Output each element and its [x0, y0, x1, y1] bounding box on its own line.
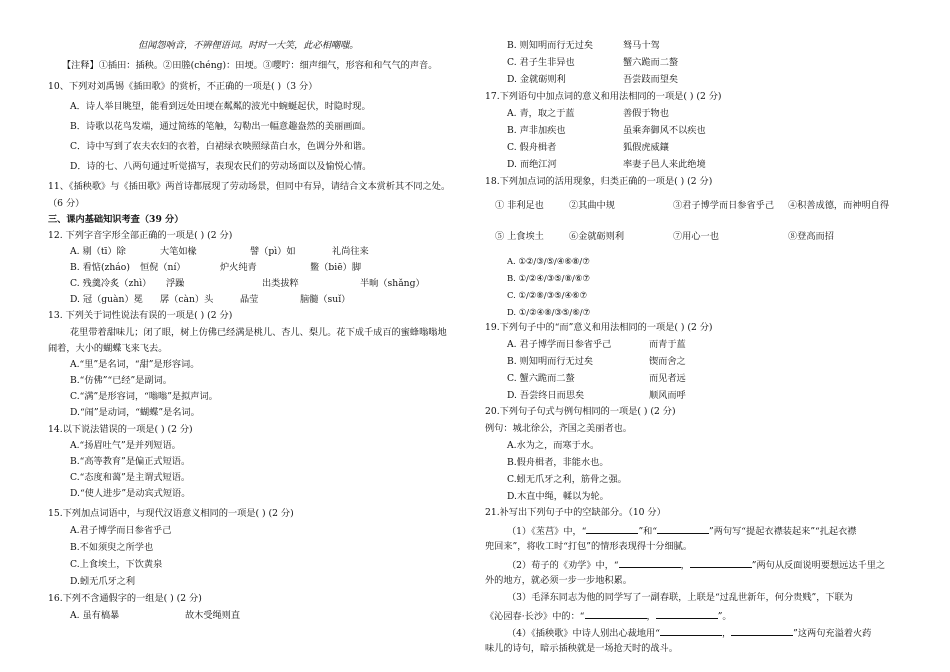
q17-b-2: 虽乘奔御风不以疾也 [623, 125, 706, 136]
q17-option-b [507, 125, 706, 137]
q19-d-1: D. 吾尝终日而思矣 [507, 390, 585, 401]
q13-stem: 13. 下列关于词性说法有误的一项是( ) (2 分) [48, 310, 233, 321]
q16-option-a [70, 610, 240, 622]
q15-stem: 15.下列加点词语中，与现代汉语意义相同的一项是( ) (2 分) [48, 508, 294, 519]
q21-3-blank-1[interactable] [585, 609, 647, 619]
q15-option-b: B.不如须臾之所学也 [70, 542, 154, 553]
q21-4-text-b: ， [721, 628, 732, 639]
q18-item-2: ②其曲中规 [569, 200, 615, 211]
q16-b-1: B. 则知明而行无过矣 [507, 40, 594, 51]
q18-option-b: B. ①/②④/③⑤/⑧/⑥⑦ [507, 273, 590, 283]
q19-b-1: B. 则知明而行无过矣 [507, 356, 594, 367]
q12-b-3: 炉火纯青 [220, 262, 257, 273]
q15-option-d: D.蚓无爪牙之利 [70, 576, 136, 587]
q21-item1-line2: 兜回来”，将收工时“打包”的情形表现得十分细腻。 [485, 541, 693, 552]
q18-items-row1 [495, 200, 889, 212]
q19-option-c [507, 373, 686, 385]
q18-item-4: ④积善成德，而神明自得 [788, 200, 890, 211]
q18-option-c: C. ①/②⑧/③⑤/④⑥⑦ [507, 290, 587, 300]
q12-c-4: 半晌（shǎng） [360, 278, 425, 289]
q19-option-a [507, 339, 686, 351]
q21-1-text-a: （1）《苤莒》中，“ [507, 526, 587, 537]
q16-a-1: A. 虽有槁暴 [70, 610, 120, 621]
q21-4-blank-2[interactable] [731, 626, 793, 636]
q13-option-d: D.“闹”是动词，“蝴蝶”是名词。 [70, 407, 200, 418]
q16-a-2: 故木受绳则直 [185, 610, 241, 621]
q21-item2-line1 [507, 558, 885, 572]
q12-d-1: D. 冠（guàn）冕 [70, 294, 143, 305]
q17-option-c [507, 142, 669, 154]
q18-stem: 18.下列加点词的活用现象，归类正确的一项是( ) (2 分) [485, 176, 713, 187]
q16-d-1: D. 金就砺则利 [507, 74, 566, 85]
q10-option-d: D．诗的七、八两句通过听觉描写，表现农民们的劳动场面以及愉悦心情。 [70, 161, 372, 172]
q16-option-c [507, 57, 678, 69]
q21-item4-line2: 味儿的诗句，暗示插秧就是一场抢天时的战斗。 [485, 643, 678, 654]
q14-option-d: D.“使人进步”是动宾式短语。 [70, 488, 191, 499]
q21-1-blank-2[interactable] [657, 524, 709, 534]
q12-c-2: 浮躁 [166, 278, 185, 289]
q19-option-b [507, 356, 686, 368]
q12-option-d [70, 294, 350, 306]
q12-a-2: 大笔如椽 [160, 246, 197, 257]
q12-option-a [70, 246, 369, 258]
q20-example: 例句：城北徐公，齐国之美丽者也。 [485, 423, 632, 434]
q18-item-1: ① 非利足也 [495, 200, 544, 211]
q12-option-b [70, 262, 361, 274]
q12-d-2: 孱（càn）头 [160, 294, 214, 305]
q19-a-1: A. 君子博学而日参省乎己 [507, 339, 612, 350]
q20-stem: 20.下列句子句式与例句相同的一项是( ) (2 分) [485, 406, 676, 417]
q19-c-2: 而见者远 [649, 373, 686, 384]
q19-option-d [507, 390, 686, 402]
q19-c-1: C. 蟹六跪而二螯 [507, 373, 575, 384]
q14-option-a: A.“扬眉吐气”是并列短语。 [70, 440, 181, 451]
q18-item-3: ③君子博学而日参省乎己 [673, 200, 775, 211]
q17-d-1: D. 而绝江河 [507, 159, 557, 170]
q10-option-c: C．诗中写到了农夫农妇的衣着，白裙绿衣映照绿苗白水，色调分外和谐。 [70, 141, 372, 152]
q21-4-text-c: ”这两句充溢着火药 [793, 628, 872, 639]
q21-2-blank-1[interactable] [619, 558, 681, 568]
q16-c-1: C. 君子生非异也 [507, 57, 575, 68]
q20-option-d: D.木直中绳，輮以为轮。 [507, 491, 609, 502]
q18-item-7: ⑦用心一也 [673, 231, 719, 242]
q14-option-c: C.“态度和蔼”是主谓式短语。 [70, 472, 191, 483]
q17-d-2: 率妻子邑人来此绝境 [623, 159, 706, 170]
q16-option-d [507, 74, 678, 86]
q15-option-c: C.上食埃土，下饮黄泉 [70, 559, 163, 570]
q16-c-2: 蟹六跪而二螯 [623, 57, 679, 68]
q19-d-2: 顺风而呼 [649, 390, 686, 401]
q12-b-1: B. 看惦(zháo) [70, 262, 130, 273]
q21-1-blank-1[interactable] [586, 524, 638, 534]
q21-2-text-a: （2）荀子的《劝学》中，“ [507, 560, 619, 571]
q17-option-a [507, 108, 669, 120]
q14-stem: 14.以下说法错误的一项是( ) (2 分) [48, 424, 193, 435]
q19-a-2: 而青于蓝 [649, 339, 686, 350]
q18-items-row2 [495, 231, 834, 243]
q21-item3-line2 [485, 609, 732, 623]
q12-b-2: 恒倪（ní） [140, 262, 186, 273]
poem-ending: 但闻怨响音，不辨俚语词。时时一大笑，此必相嘲嗤。 [138, 40, 359, 51]
q11-line1: 11、《插秧歌》与《插田歌》两首诗都展现了劳动场景，但同中有异，请结合文本赏析其不同之处。 [48, 181, 451, 192]
q12-a-1: A. 剔（tī）除 [70, 246, 126, 257]
q12-d-4: 脑髓（suǐ） [300, 294, 351, 305]
q21-item2-line2: 外的地方，就必须一步一步地积累。 [485, 575, 632, 586]
q17-option-d [507, 159, 706, 171]
q12-a-3: 譬（pì）如 [250, 246, 296, 257]
q13-option-c: C.“满”是形容词，“嗡嗡”是拟声词。 [70, 391, 218, 402]
q19-stem: 19.下列句子中的“而”意义和用法相同的一项是( ) (2 分) [485, 322, 713, 333]
q18-option-d: D. ①/②④⑧/③⑤/⑥/⑦ [507, 307, 591, 317]
q10-stem: 10、下列对刘禹锡《插田歌》的赏析，不正确的一项是( )（3 分） [48, 81, 318, 92]
q14-option-b: B.“高等教育”是偏正式短语。 [70, 456, 191, 467]
q21-1-text-b: ”和“ [638, 526, 658, 537]
q17-a-1: A. 青，取之于蓝 [507, 108, 575, 119]
q12-d-3: 晶莹 [240, 294, 259, 305]
q12-c-1: C. 残羹冷炙（zhì） [70, 278, 152, 289]
q17-a-2: 善假于物也 [623, 108, 669, 119]
q20-option-a: A.水为之，而寒于水。 [507, 440, 600, 451]
q21-2-text-b: ， [680, 560, 690, 571]
q20-option-b: B.假舟楫者，非能水也。 [507, 457, 609, 468]
q21-stem: 21.补写出下列句子中的空缺部分。（10 分） [485, 507, 666, 518]
q21-item4-line1 [507, 626, 871, 640]
q21-3-text-d: ”。 [717, 611, 732, 622]
q12-option-c [70, 278, 425, 290]
q13-option-b: B.“仿佛”“已经”是副词。 [70, 375, 172, 386]
q12-stem: 12. 下列字音字形全部正确的一项是( ) (2 分) [48, 230, 233, 241]
q17-stem: 17.下列语句中加点词的意义和用法相同的一项是( ) (2 分) [485, 91, 722, 102]
q16-stem: 16.下列不含通假字的一组是( ) (2 分) [48, 593, 202, 604]
q21-1-text-c: ”两句写“提起衣襟装起来”“扎起衣襟 [709, 526, 857, 537]
q21-item1-line1 [507, 524, 856, 538]
q13-option-a: A.“里”是名词，“甜”是形容词。 [70, 359, 200, 370]
q18-item-5: ⑤ 上食埃土 [495, 231, 544, 242]
q21-4-blank-1[interactable] [660, 626, 722, 636]
q18-item-6: ⑥金就砺则利 [569, 231, 625, 242]
q13-passage-line2: 闹着，大小的蝴蝶飞来飞去。 [48, 343, 168, 354]
q20-option-c: C.蚓无爪牙之利，筋骨之强。 [507, 474, 627, 485]
q21-2-blank-2[interactable] [690, 558, 752, 568]
q21-3-blank-2[interactable] [656, 609, 718, 619]
q13-passage-line1: 花里带着甜味儿；闭了眼，树上仿佛已经满是桃儿、杏儿、梨儿。花下成千成百的蜜蜂嗡嗡地 [70, 327, 447, 338]
q21-4-text-a: （4）《插秧歌》中诗人别出心裁地用“ [507, 628, 660, 639]
q12-a-4: 礼尚往来 [332, 246, 369, 257]
q18-item-8: ⑧登高而招 [788, 231, 834, 242]
annotation-note: 【注释】①插田：插秧。②田塍(chéng)：田埂。③嘤咛：细声细气，形容和和气气的声音。 [62, 60, 438, 71]
q21-3-text-b: 《沁园春·长沙》中的：“ [485, 611, 585, 622]
q10-option-b: B．诗歌以花鸟发端，通过简练的笔触，勾勒出一幅意趣盎然的美丽画面。 [70, 121, 371, 132]
q21-3-text-c: ， [646, 611, 656, 622]
section-3-heading: 三、课内基础知识考查（39 分） [48, 214, 184, 225]
q17-b-1: B. 声非加疾也 [507, 125, 566, 136]
q15-option-a: A.君子博学而日参省乎己 [70, 525, 172, 536]
q12-b-4: 鳖（biē）脚 [310, 262, 362, 273]
q16-b-2: 驽马十驾 [623, 40, 660, 51]
q16-option-b [507, 40, 660, 52]
q17-c-2: 狐假虎威鑲 [623, 142, 669, 153]
q18-option-a: A. ①②/③/⑤/④⑥⑧/⑦ [507, 256, 590, 266]
q19-b-2: 锲而舍之 [649, 356, 686, 367]
q11-line2: （6 分） [48, 198, 85, 209]
q16-d-2: 吾尝跂而望矣 [623, 74, 679, 85]
q21-2-text-c: ”两句从反面说明要想远达千里之 [751, 560, 886, 571]
q17-c-1: C. 假舟楫者 [507, 142, 557, 153]
q12-c-3: 出类拔粹 [262, 278, 299, 289]
q21-item3-line1: （3）毛泽东同志为他的同学写了一副春联，上联是“过乱世新年，何分贵贱”，下联为 [507, 592, 853, 603]
q10-option-a: A．诗人举目眺望，能看到远处田埂在粼粼的波光中蜿蜒起伏，时隐时现。 [70, 101, 371, 112]
